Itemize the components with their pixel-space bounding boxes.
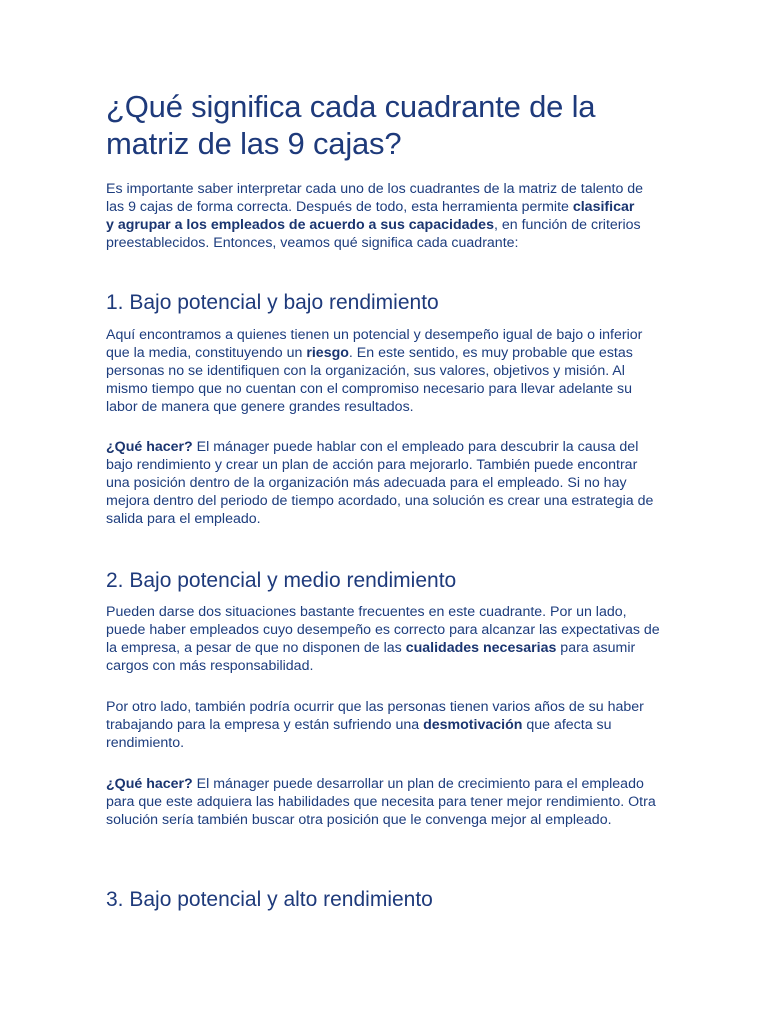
page-title: ¿Qué significa cada cuadrante de la matriz de las 9 cajas? [106,89,596,161]
intro-text-2: , en función de criterios preestablecidos. Entonces, veamos qué significa cada cuadrante: [106,217,641,251]
section-1-p1-bold-1: riesgo [306,345,349,361]
section-2-paragraph-1 [106,603,662,675]
section-2-heading: 2. Bajo potencial y medio rendimiento [106,569,457,592]
section-2-paragraph-3 [106,775,662,829]
section-1-p1-text-1: Aquí encontramos a quienes tienen un potencial y desempeño igual de bajo o inferior que la media, constituyendo un [106,327,643,361]
intro-text-1: Es importante saber interpretar cada uno de los cuadrantes de la matriz de talento de las 9 cajas de forma correcta. Después de todo, esta herramienta permite [106,181,644,215]
intro-bold-1: clasificar y agrupar a los empleados de acuerdo a sus capacidades [106,199,635,233]
section-3-heading: 3. Bajo potencial y alto rendimiento [106,888,433,911]
section-1-heading: 1. Bajo potencial y bajo rendimiento [106,291,439,314]
section-1-p1-text-2: . En este sentido, es muy probable que estas personas no se identifiquen con la organización, sus valores, objetivos y misión. Al mismo tiempo que no cuentan con el compromiso necesario para llevar adelante su labor de manera que genere grandes resultados. [106,345,633,415]
section-2-p1-bold-1: cualidades necesarias [405,640,557,656]
section-2-p3-bold-1: ¿Qué hacer? [106,776,193,792]
section-1-p2-bold-1: ¿Qué hacer? [106,439,193,455]
section-2-p2-text-1: Por otro lado, también podría ocurrir que las personas tienen varios años de su haber trabajando para la empresa y están sufriendo una [106,699,644,733]
section-2-p2-text-2: que afecta su rendimiento. [106,717,612,751]
section-2-p1-text-2: para asumir cargos con más responsabilidad. [106,640,636,674]
section-1-paragraph-1 [106,326,662,416]
section-1-paragraph-2 [106,438,662,528]
section-2-p1-text-1: Pueden darse dos situaciones bastante frecuentes en este cuadrante. Por un lado, puede haber empleados cuyo desempeño es correcto para alcanzar las expectativas de la empresa, a pesar de que no disponen de las [106,604,660,656]
section-2-p3-text-1: El mánager puede desarrollar un plan de crecimiento para el empleado para que este adquiera las habilidades que necesita para tener mejor rendimiento. Otra solución sería también buscar otra posición que le convenga mejor al empleado. [106,776,656,828]
section-2-paragraph-2 [106,698,662,752]
section-1-p2-text-1: El mánager puede hablar con el empleado para descubrir la causa del bajo rendimiento y crear un plan de acción para mejorarlo. También puede encontrar una posición dentro de la organización más adecuada para el empleado. Si no hay mejora dentro del periodo de tiempo acordado, una solución es crear una estrategia de salida para el empleado. [106,439,654,527]
section-2-p2-bold-1: desmotivación [423,717,523,733]
intro-paragraph [106,180,646,252]
